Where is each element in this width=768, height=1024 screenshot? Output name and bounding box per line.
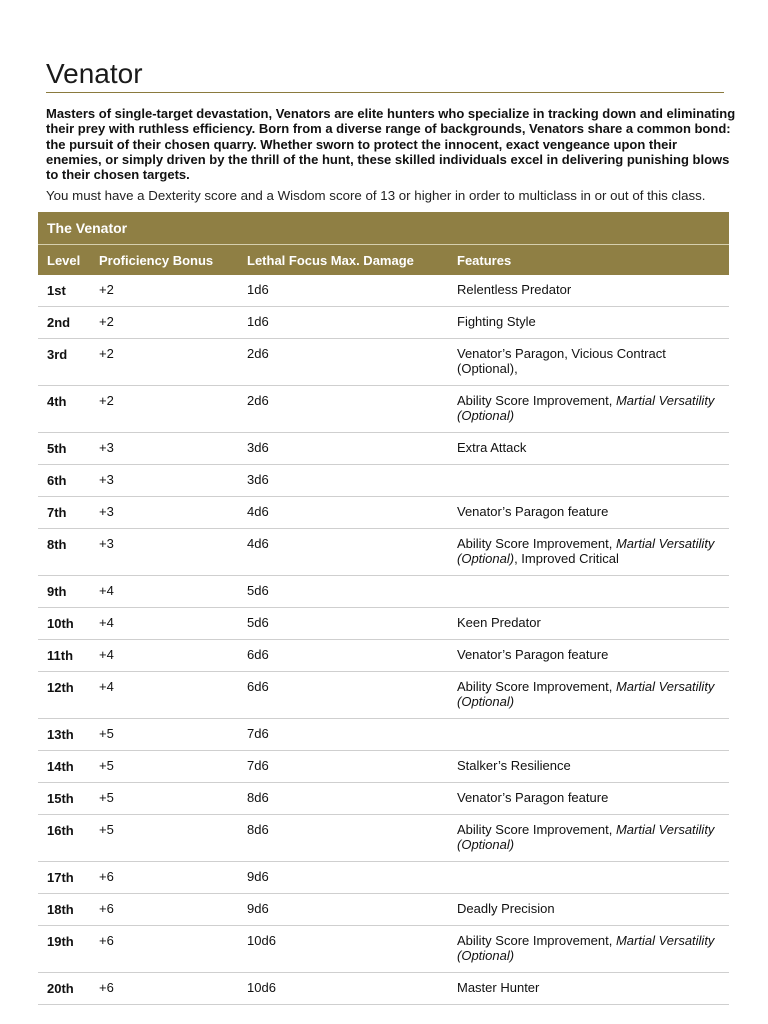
cell-features: [448, 815, 729, 862]
table-row: [38, 608, 729, 640]
cell-lethal-focus: 4d6: [238, 529, 448, 576]
cell-lethal-focus: 8d6: [238, 783, 448, 815]
cell-proficiency-bonus: +6: [90, 926, 238, 973]
cell-level: 18th: [38, 894, 90, 926]
table-row: [38, 386, 729, 433]
multiclass-requirement: You must have a Dexterity score and a Wisdom score of 13 or higher in order to multiclass in or out of this class.: [46, 188, 706, 203]
feature-text: Extra Attack: [457, 440, 527, 455]
table-body: [38, 275, 729, 1005]
feature-text: Ability Score Improvement,: [457, 393, 616, 408]
level-table: [38, 245, 729, 1005]
header-lethal-focus: Lethal Focus Max. Damage: [238, 245, 448, 275]
cell-level: 2nd: [38, 307, 90, 339]
cell-features: [448, 529, 729, 576]
cell-lethal-focus: 4d6: [238, 497, 448, 529]
cell-lethal-focus: 7d6: [238, 751, 448, 783]
cell-features: [448, 307, 729, 339]
table-row: [38, 719, 729, 751]
cell-proficiency-bonus: +3: [90, 465, 238, 497]
cell-proficiency-bonus: +3: [90, 529, 238, 576]
cell-lethal-focus: 7d6: [238, 719, 448, 751]
page-title: Venator: [46, 58, 143, 89]
cell-features: [448, 339, 729, 386]
cell-level: 3rd: [38, 339, 90, 386]
cell-proficiency-bonus: +6: [90, 894, 238, 926]
cell-level: 9th: [38, 576, 90, 608]
table-row: [38, 465, 729, 497]
cell-features: [448, 751, 729, 783]
cell-proficiency-bonus: +5: [90, 815, 238, 862]
table-row: [38, 339, 729, 386]
cell-proficiency-bonus: +2: [90, 307, 238, 339]
table-row: [38, 307, 729, 339]
cell-lethal-focus: 5d6: [238, 608, 448, 640]
feature-text: Ability Score Improvement,: [457, 536, 616, 551]
cell-proficiency-bonus: +4: [90, 608, 238, 640]
cell-level: 7th: [38, 497, 90, 529]
cell-lethal-focus: 2d6: [238, 386, 448, 433]
feature-text: Ability Score Improvement,: [457, 679, 616, 694]
cell-features: [448, 926, 729, 973]
cell-proficiency-bonus: +2: [90, 339, 238, 386]
cell-level: 11th: [38, 640, 90, 672]
table-row: [38, 433, 729, 465]
cell-level: 17th: [38, 862, 90, 894]
table-row: [38, 862, 729, 894]
table-row: [38, 815, 729, 862]
feature-text: , Improved Critical: [514, 551, 619, 567]
table-row: [38, 672, 729, 719]
cell-lethal-focus: 1d6: [238, 307, 448, 339]
title-divider: [46, 92, 724, 93]
cell-level: 15th: [38, 783, 90, 815]
cell-features: [448, 973, 729, 1005]
cell-proficiency-bonus: +2: [90, 275, 238, 307]
cell-proficiency-bonus: +4: [90, 576, 238, 608]
cell-proficiency-bonus: +2: [90, 386, 238, 433]
feature-text: Venator’s Paragon feature: [457, 790, 609, 805]
cell-proficiency-bonus: +6: [90, 862, 238, 894]
feature-text: Ability Score Improvement,: [457, 933, 616, 948]
table-row: [38, 973, 729, 1005]
cell-proficiency-bonus: +5: [90, 751, 238, 783]
cell-features: [448, 465, 729, 497]
feature-text: Fighting Style: [457, 314, 536, 329]
table-row: [38, 926, 729, 973]
cell-level: 1st: [38, 275, 90, 307]
cell-features: [448, 608, 729, 640]
cell-level: 19th: [38, 926, 90, 973]
cell-level: 5th: [38, 433, 90, 465]
feature-text: Venator’s Paragon, Vicious Contract (Optional),: [457, 346, 666, 377]
table-row: [38, 783, 729, 815]
cell-level: 10th: [38, 608, 90, 640]
table-title: The Venator: [38, 212, 729, 245]
cell-proficiency-bonus: +3: [90, 497, 238, 529]
feature-text: Venator’s Paragon feature: [457, 647, 609, 662]
cell-features: [448, 433, 729, 465]
cell-level: 12th: [38, 672, 90, 719]
cell-proficiency-bonus: +4: [90, 672, 238, 719]
feature-text: Ability Score Improvement,: [457, 822, 616, 837]
header-proficiency-bonus: Proficiency Bonus: [90, 245, 238, 275]
cell-lethal-focus: 9d6: [238, 894, 448, 926]
cell-features: [448, 386, 729, 433]
cell-features: [448, 576, 729, 608]
cell-features: [448, 497, 729, 529]
header-level: Level: [38, 245, 90, 275]
table-row: [38, 275, 729, 307]
feature-text: Venator’s Paragon feature: [457, 504, 609, 519]
cell-lethal-focus: 8d6: [238, 815, 448, 862]
header-features: Features: [448, 245, 729, 275]
cell-lethal-focus: 3d6: [238, 433, 448, 465]
cell-proficiency-bonus: +6: [90, 973, 238, 1005]
cell-lethal-focus: 10d6: [238, 926, 448, 973]
cell-features: [448, 894, 729, 926]
table-row: [38, 894, 729, 926]
cell-features: [448, 672, 729, 719]
cell-proficiency-bonus: +3: [90, 433, 238, 465]
cell-level: 8th: [38, 529, 90, 576]
feature-text: Stalker’s Resilience: [457, 758, 571, 773]
table-row: [38, 497, 729, 529]
cell-lethal-focus: 3d6: [238, 465, 448, 497]
cell-level: 16th: [38, 815, 90, 862]
cell-proficiency-bonus: +4: [90, 640, 238, 672]
cell-lethal-focus: 10d6: [238, 973, 448, 1005]
cell-level: 20th: [38, 973, 90, 1005]
cell-proficiency-bonus: +5: [90, 783, 238, 815]
table-row: [38, 576, 729, 608]
cell-features: [448, 783, 729, 815]
feature-text: Martial Versatility (Optional): [457, 393, 715, 424]
cell-lethal-focus: 6d6: [238, 640, 448, 672]
intro-paragraph: Masters of single-target devastation, Venators are elite hunters who specialize in tracking down and eliminating their prey with ruthless efficiency. Born from a diverse range of backgrounds, Venators share a common bond: the pursuit of their chosen quarry. Whether sworn to protect the innocent, exact vengeance upon their enemies, or simply driven by the thrill of the hunt, these skilled individuals excel in delivering punishing blows to their chosen targets.: [46, 106, 736, 183]
feature-text: Keen Predator: [457, 615, 541, 630]
table-row: [38, 529, 729, 576]
table-row: [38, 751, 729, 783]
cell-features: [448, 719, 729, 751]
feature-text: Deadly Precision: [457, 901, 555, 916]
feature-text: Relentless Predator: [457, 282, 572, 297]
feature-text: Master Hunter: [457, 980, 540, 995]
cell-lethal-focus: 1d6: [238, 275, 448, 307]
cell-lethal-focus: 2d6: [238, 339, 448, 386]
cell-level: 6th: [38, 465, 90, 497]
cell-level: 13th: [38, 719, 90, 751]
cell-lethal-focus: 9d6: [238, 862, 448, 894]
feature-text: Martial Versatility (Optional): [457, 536, 715, 567]
cell-features: [448, 275, 729, 307]
cell-lethal-focus: 6d6: [238, 672, 448, 719]
feature-text: Martial Versatility (Optional): [457, 933, 715, 964]
table-row: [38, 640, 729, 672]
class-table: [38, 212, 729, 1005]
table-header-row: [38, 245, 729, 275]
cell-proficiency-bonus: +5: [90, 719, 238, 751]
feature-text: Martial Versatility (Optional): [457, 679, 715, 710]
cell-features: [448, 640, 729, 672]
cell-lethal-focus: 5d6: [238, 576, 448, 608]
cell-features: [448, 862, 729, 894]
cell-level: 4th: [38, 386, 90, 433]
cell-level: 14th: [38, 751, 90, 783]
feature-text: Martial Versatility (Optional): [457, 822, 715, 853]
